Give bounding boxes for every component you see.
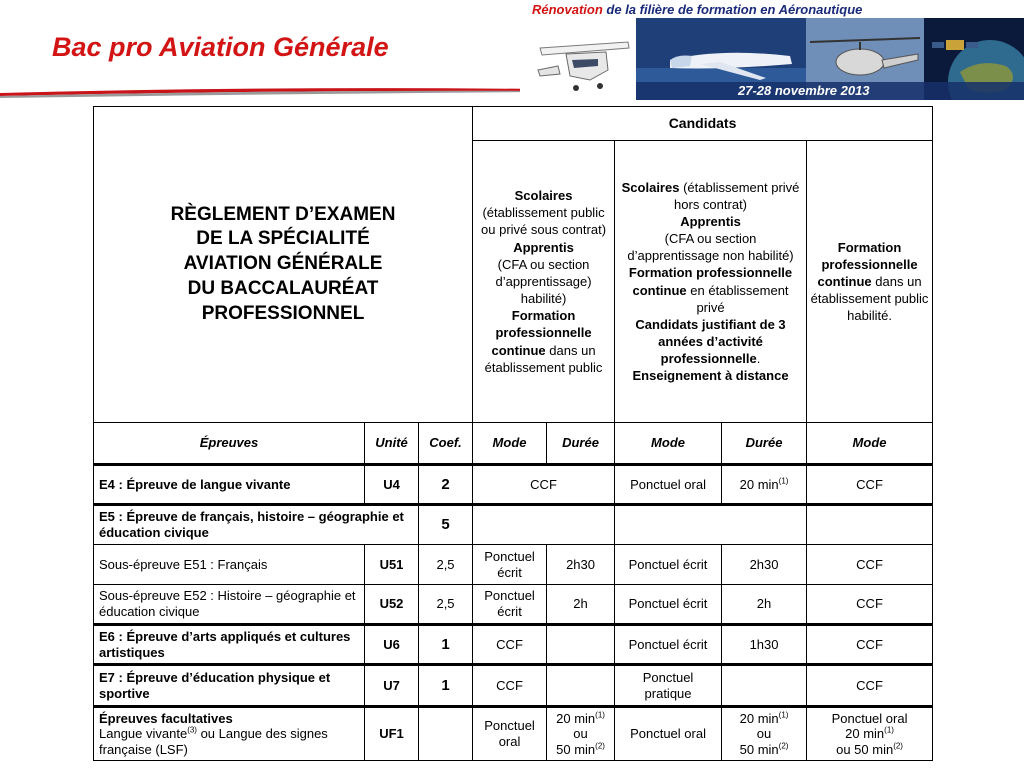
candidats-header: Candidats (473, 107, 933, 141)
mode-cell: CCF (473, 465, 615, 505)
footnote-ref: (1) (884, 725, 894, 735)
footnote-ref: (1) (595, 710, 605, 720)
title-line: DE LA SPÉCIALITÉ (196, 228, 370, 250)
duree-cell: 2h (722, 585, 807, 625)
table-row (94, 505, 933, 545)
event-date: 27-28 novembre 2013 (738, 83, 870, 98)
banner-caption-highlight: Rénovation (532, 2, 603, 17)
epreuve-name: Sous-épreuve E52 : Histoire – géographie et éducation civique (94, 585, 365, 625)
mode-value: Ponctuel oral (831, 710, 908, 726)
empty-cell (547, 625, 615, 665)
cand-text: (CFA ou section d’apprentissage) habilité) (495, 256, 592, 307)
empty-cell (722, 665, 807, 707)
footnote-ref: (1) (778, 476, 789, 486)
mode-cell: CCF (473, 665, 547, 707)
table-row (94, 625, 933, 665)
epreuve-name: E4 : Épreuve de langue vivante (94, 465, 365, 505)
title-line: DU BACCALAURÉAT (187, 277, 379, 299)
table-row (94, 585, 933, 625)
cand-label: Formation professionnelle continue (491, 308, 592, 358)
col-header-epreuves: Épreuves (94, 423, 365, 465)
col-header-coef: Coef. (419, 423, 473, 465)
duree-value: ou (573, 726, 588, 742)
mode-cell: Ponctuel oral (615, 465, 722, 505)
duree-cell (547, 707, 615, 761)
cand-text: dans un établissement public habilité. (810, 273, 929, 324)
cand-text: (établissement public ou privé sous contrat) (481, 205, 607, 238)
empty-cell (615, 505, 807, 545)
col-header-unite: Unité (365, 423, 419, 465)
cand-label: Apprentis (513, 239, 574, 255)
mode-cell: CCF (807, 465, 933, 505)
duree-value: 20 min (739, 476, 779, 492)
duree-cell: 2h (547, 585, 615, 625)
title-line: AVIATION GÉNÉRALE (183, 253, 383, 275)
duree-cell: 1h30 (722, 625, 807, 665)
unit-cell: U4 (365, 465, 419, 505)
epreuve-name (94, 707, 365, 761)
table-row (94, 665, 933, 707)
table-row (94, 707, 933, 761)
empty-cell (807, 505, 933, 545)
mode-cell: CCF (807, 665, 933, 707)
table-row (94, 545, 933, 585)
mode-cell: CCF (473, 625, 547, 665)
coef-cell: 2,5 (419, 585, 473, 625)
footnote-ref: (2) (778, 741, 789, 751)
cand-label: Candidats justifiant de 3 années d’activité professionnelle (635, 316, 786, 367)
table-main-title (94, 107, 473, 423)
mode-cell: Ponctuel écrit (615, 545, 722, 585)
cand-text: . (756, 351, 761, 367)
duree-cell (722, 707, 807, 761)
unit-cell: U7 (365, 665, 419, 707)
unit-cell: U6 (365, 625, 419, 665)
coef-cell: 2,5 (419, 545, 473, 585)
col-header-mode-3: Mode (807, 423, 933, 465)
cand-label: Formation professionnelle continue (628, 265, 793, 298)
cand-label: Apprentis (680, 213, 741, 229)
page-title: Bac pro Aviation Générale (52, 32, 389, 62)
mode-cell: CCF (807, 545, 933, 585)
epreuve-name: E7 : Épreuve d’éducation physique et sportive (94, 665, 365, 707)
duree-cell: 2h30 (547, 545, 615, 585)
cand-label: Enseignement à distance (632, 368, 789, 384)
mode-cell: Ponctuel écrit (615, 585, 722, 625)
mode-cell: Ponctuel pratique (615, 665, 722, 707)
mode-cell: Ponctuel écrit (473, 585, 547, 625)
mode-cell: Ponctuel écrit (473, 545, 547, 585)
banner-caption-rest: de la filière de formation en Aéronautique (602, 2, 863, 17)
cand-text: en établissement privé (686, 282, 789, 315)
title-line: RÈGLEMENT D’EXAMEN (170, 203, 396, 225)
candidate-type-2 (615, 141, 807, 423)
cand-text: (CFA ou section d’apprentissage non habilité) (627, 231, 794, 264)
cand-label: Scolaires (514, 188, 573, 204)
mode-cell: CCF (807, 625, 933, 665)
coef-cell: 5 (419, 505, 473, 545)
col-header-duree-1: Durée (547, 423, 615, 465)
footnote-ref: (3) (187, 725, 197, 735)
col-header-mode-2: Mode (615, 423, 722, 465)
footnote-ref: (2) (893, 741, 903, 751)
col-header-mode-1: Mode (473, 423, 547, 465)
duree-value: 20 min (739, 710, 779, 726)
unit-cell: UF1 (365, 707, 419, 761)
footnote-ref: (2) (595, 741, 605, 751)
coef-cell: 1 (419, 625, 473, 665)
title-underline-swoosh (0, 86, 540, 98)
cand-text: dans un établissement public (484, 342, 603, 375)
empty-cell (419, 707, 473, 761)
epreuve-name-part: ou Langue des signes française (LSF) (99, 726, 328, 757)
mode-cell: Ponctuel oral (615, 707, 722, 761)
duree-value: ou 50 min (836, 741, 894, 757)
coef-cell: 2 (419, 465, 473, 505)
duree-value: ou (756, 726, 772, 742)
epreuve-name-part: Langue vivante (99, 726, 188, 742)
epreuve-name: E5 : Épreuve de français, histoire – géographie et éducation civique (94, 505, 419, 545)
unit-cell: U51 (365, 545, 419, 585)
mode-cell: CCF (807, 585, 933, 625)
duree-value: 20 min (845, 726, 885, 742)
cand-label: Formation professionnelle continue (817, 239, 918, 289)
duree-value: 20 min (556, 710, 596, 726)
epreuve-name: E6 : Épreuve d’arts appliqués et cultures artistiques (94, 625, 365, 665)
col-header-duree-2: Durée (722, 423, 807, 465)
cand-text: (établissement privé hors contrat) (674, 179, 800, 212)
candidate-type-1 (473, 141, 615, 423)
candidate-type-3 (807, 141, 933, 423)
title-line: PROFESSIONNEL (201, 302, 365, 324)
exam-regulation-table (93, 106, 933, 761)
table-row (94, 465, 933, 505)
coef-cell: 1 (419, 665, 473, 707)
empty-cell (547, 665, 615, 707)
mode-cell: Ponctuel oral (473, 707, 547, 761)
empty-cell (473, 505, 615, 545)
mode-cell: Ponctuel écrit (615, 625, 722, 665)
cand-label: Scolaires (621, 179, 680, 195)
epreuve-name-bold: Épreuves facultatives (99, 710, 233, 726)
footnote-ref: (1) (778, 710, 789, 720)
unit-cell: U52 (365, 585, 419, 625)
duree-value: 50 min (739, 741, 779, 757)
duree-cell: 2h30 (722, 545, 807, 585)
epreuve-name: Sous-épreuve E51 : Français (94, 545, 365, 585)
column-header-row (94, 423, 933, 465)
banner-caption (532, 2, 862, 17)
mode-cell (807, 707, 933, 761)
duree-cell (722, 465, 807, 505)
duree-value: 50 min (556, 741, 596, 757)
